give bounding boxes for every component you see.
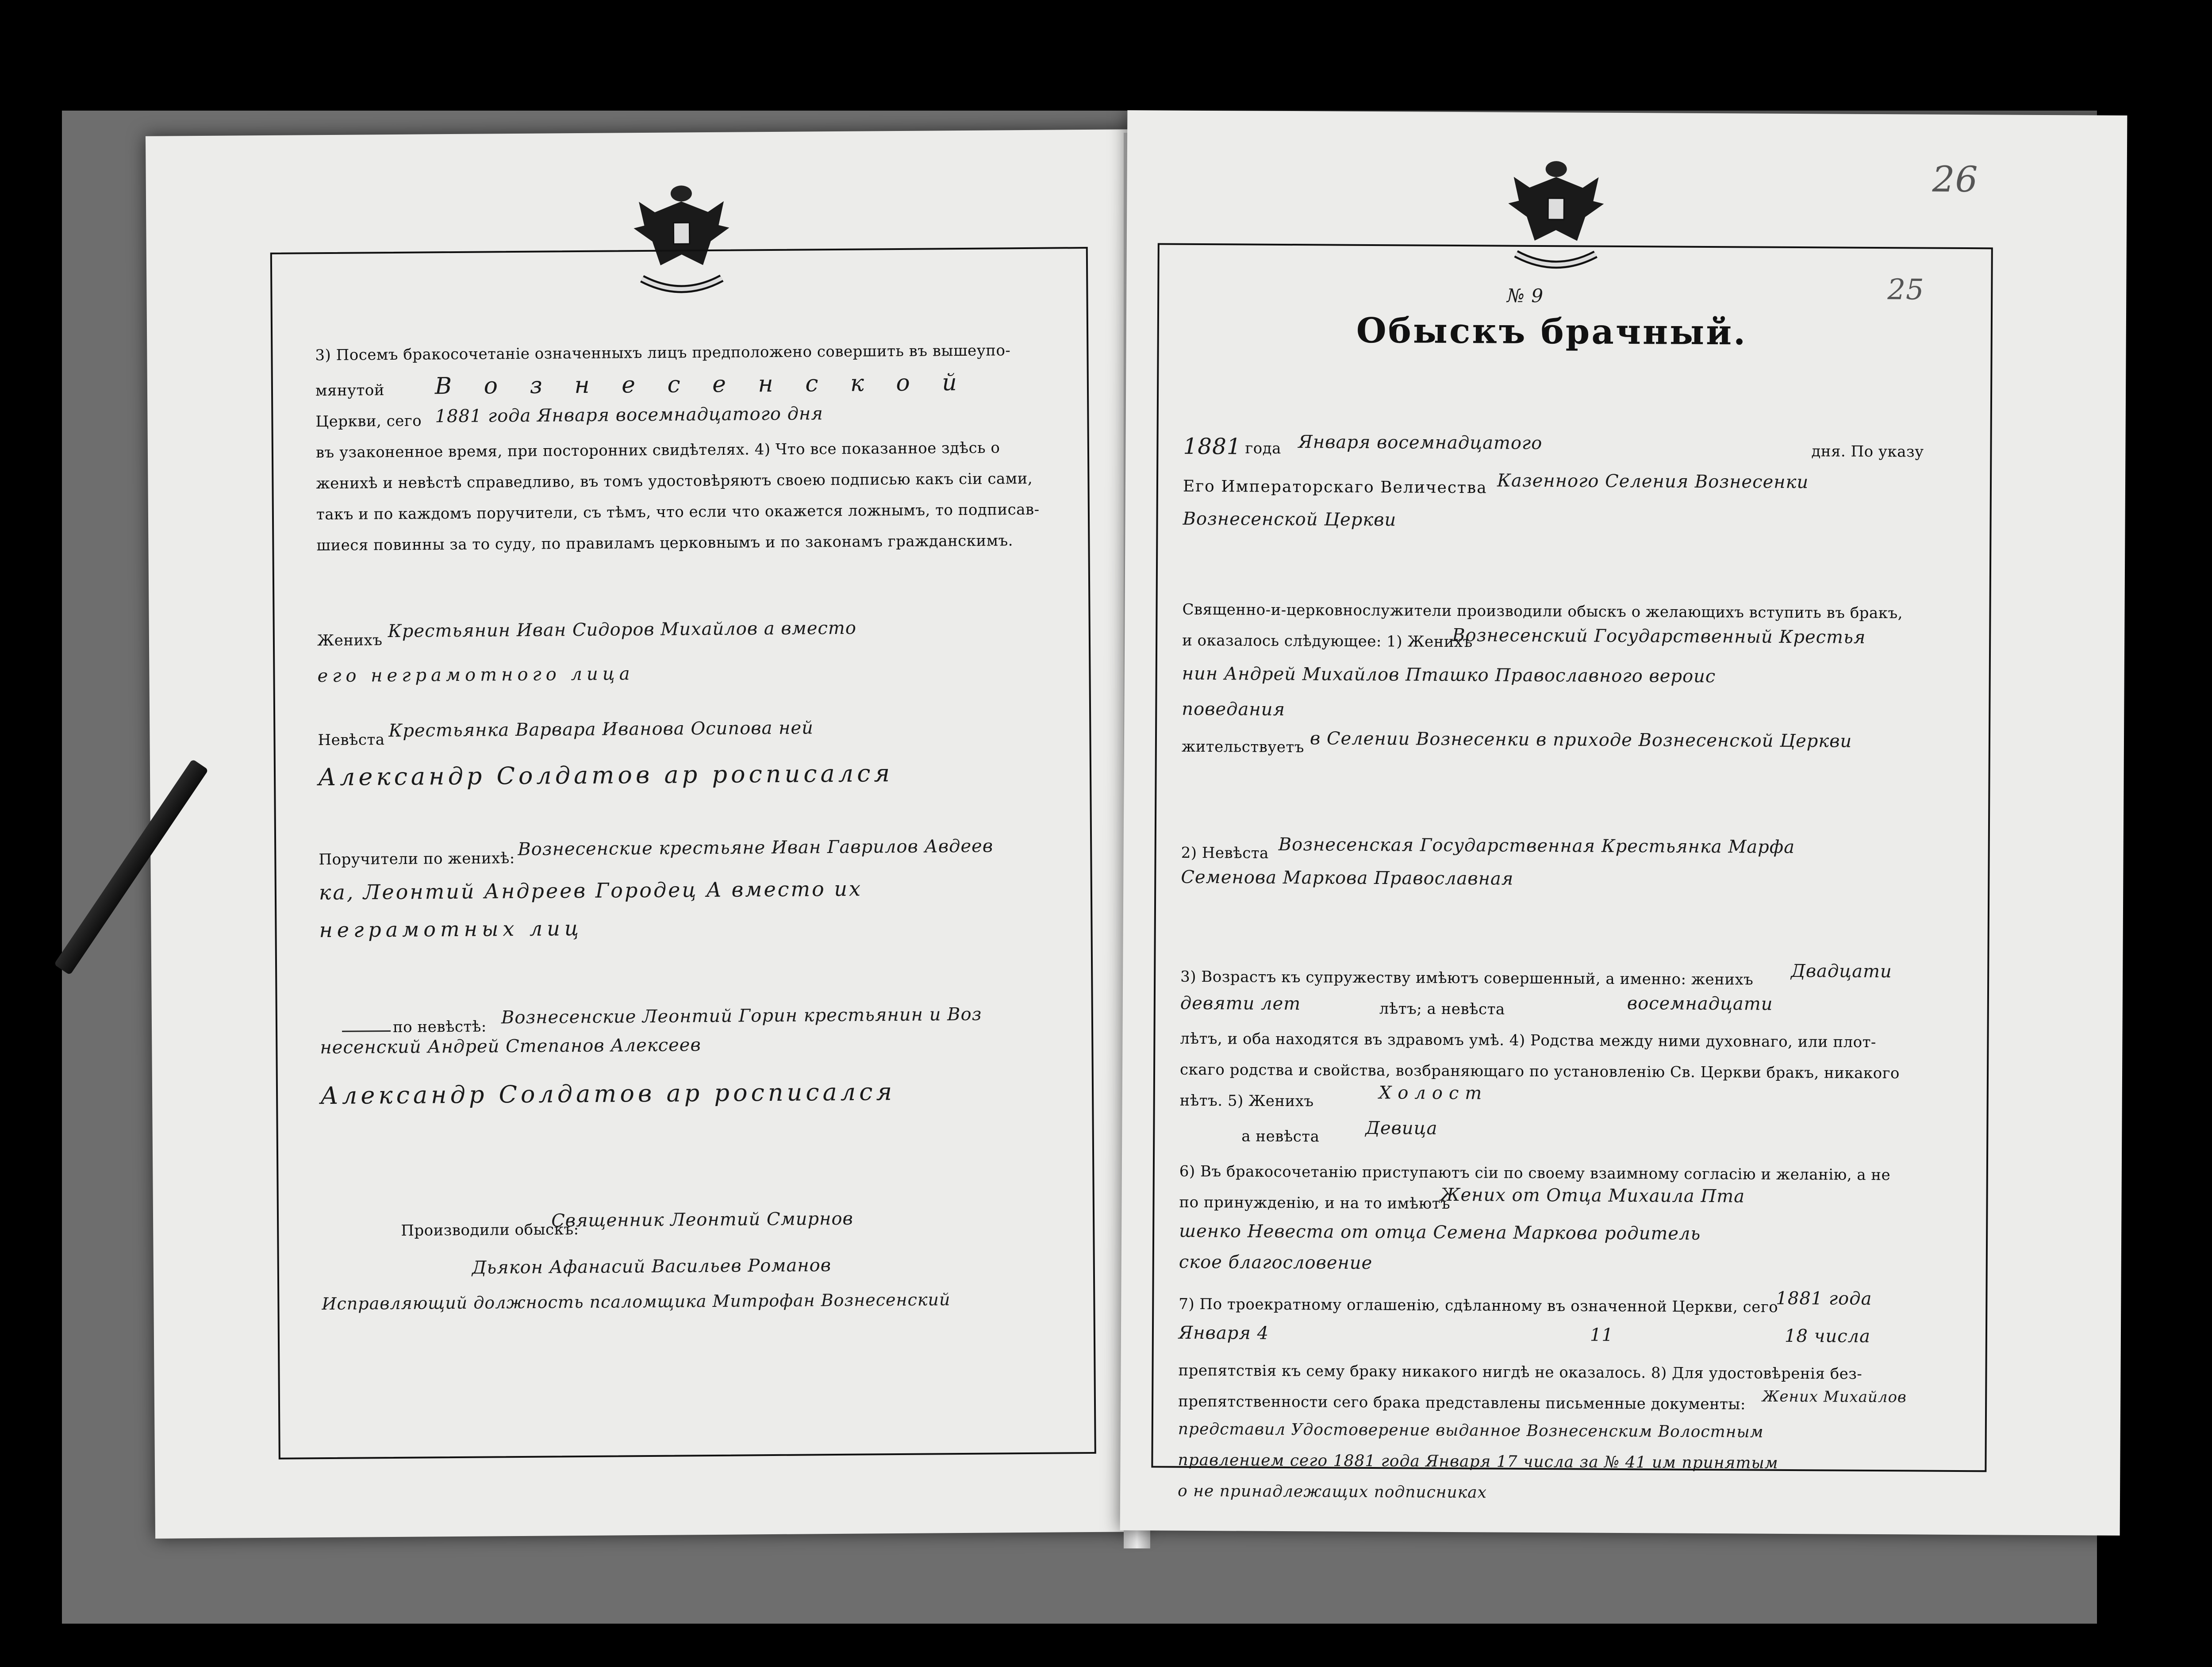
handwritten-entry: неграмотных лиц xyxy=(319,916,584,942)
label-bride-guarantors: по невѣстѣ: xyxy=(392,1018,487,1037)
handwritten-entry: Января 4 xyxy=(1178,1322,1269,1344)
handwritten-entry: 1881 года Января восемнадцатого дня xyxy=(435,403,823,427)
label-groom-guarantors: Поручители по женихѣ: xyxy=(319,849,515,869)
handwritten-entry: Холост xyxy=(1379,1083,1488,1104)
handwritten-signature: Дьякон Афанасий Васильев Романов xyxy=(472,1255,832,1278)
printed-line: и оказалось слѣдующее: 1) Женихъ xyxy=(1182,631,1473,651)
handwritten-entry: о не принадлежащих подписниках xyxy=(1177,1482,1487,1502)
handwritten-entry: Января восемнадцатого xyxy=(1298,432,1543,454)
left-page xyxy=(146,129,1146,1539)
handwritten-entry: Семенова Маркова Православная xyxy=(1181,867,1514,889)
label-groom: Женихъ xyxy=(317,631,383,650)
printed-line: шиеся повинны за то суду, по правиламъ церковнымъ и по законамъ гражданскимъ. xyxy=(316,532,1014,555)
handwritten-entry: Крестьянин Иван Сидоров Михайлов а вместо xyxy=(388,618,857,642)
printed-line: такъ и по каждомъ поручители, съ тѣмъ, что если что окажется ложнымъ, то подписав- xyxy=(316,500,1040,524)
printed-line: лѣтъ, и оба находятся въ здравомъ умѣ. 4) Родства между ними духовнаго, или плот- xyxy=(1180,1029,1877,1051)
handwritten-entry: ка, Леонтий Андреев Городец А вместо их xyxy=(319,876,863,905)
printed-line: 3) Посемъ бракосочетаніе означенныхъ лицъ предположено совершить въ вышеупо- xyxy=(315,342,1011,365)
handwritten-entry: восемнадцати xyxy=(1627,993,1773,1014)
printed-label: 2) Невѣста xyxy=(1181,844,1269,862)
handwritten-entry: Александр Солдатов ар росписался xyxy=(320,1078,896,1110)
handwritten-entry: В о з н е с е н с к о й xyxy=(434,369,969,400)
record-number: № 9 xyxy=(1507,284,1544,307)
handwritten-entry: 11 xyxy=(1590,1325,1613,1345)
handwritten-entry: Вознесенский Государственный Крестья xyxy=(1452,625,1866,648)
printed-line: Священно-и-церковнослужители производили обыскъ о желающихъ вступить въ бракъ, xyxy=(1182,600,1903,622)
label-bride: Невѣста xyxy=(318,731,385,749)
printed-label: года xyxy=(1245,439,1282,457)
handwritten-entry: Жених от Отца Михаила Пта xyxy=(1440,1184,1745,1207)
handwritten-entry: представил Удостоверение выданное Вознесенским Волостным xyxy=(1178,1420,1764,1441)
printed-label: лѣтъ; а невѣста xyxy=(1379,1000,1505,1018)
handwritten-entry: Вознесенская Государственная Крестьянка Марфа xyxy=(1278,834,1795,858)
handwritten-entry: несенский Андрей Степанов Алексеев xyxy=(320,1035,701,1058)
handwritten-entry: шенко Невеста от отца Семена Маркова родитель xyxy=(1179,1221,1701,1244)
printed-label: препятственности сего брака представлены письменные документы: xyxy=(1178,1392,1746,1413)
handwritten-entry: девяти лет xyxy=(1180,993,1301,1014)
printed-line: Его Императорскаго Величества xyxy=(1183,477,1487,497)
printed-label: нѣтъ. 5) Женихъ xyxy=(1179,1091,1314,1110)
handwritten-signature: Исправляющий должность псаломщика Митрофан Вознесенский xyxy=(322,1290,951,1314)
printed-label: а невѣста xyxy=(1241,1127,1320,1146)
handwritten-entry: Жених Михайлов xyxy=(1762,1387,1907,1406)
handwritten-signature: Священник Леонтий Смирнов xyxy=(551,1208,853,1231)
handwritten-entry: 1881 года xyxy=(1776,1288,1872,1309)
handwritten-entry: Крестьянка Варвара Иванова Осипова ней xyxy=(388,718,814,741)
handwritten-entry: Вознесенской Церкви xyxy=(1183,508,1397,530)
printed-label: дня. По указу xyxy=(1811,442,1924,461)
handwritten-entry: 18 числа xyxy=(1784,1325,1871,1347)
printed-line: Церкви, сего xyxy=(315,412,422,431)
handwritten-entry: его неграмотного лица xyxy=(317,664,634,687)
handwritten-entry: Александр Солдатов ар росписался xyxy=(318,759,894,791)
corner-mark: 25 xyxy=(1887,273,1924,307)
handwritten-entry: нин Андрей Михайлов Пташко Православного вероис xyxy=(1182,663,1716,687)
handwritten-entry: ское благословение xyxy=(1179,1252,1373,1274)
handwritten-entry: Девица xyxy=(1365,1118,1438,1139)
printed-line: препятствія къ сему браку никакого нигдѣ не оказалось. 8) Для удостовѣренія без- xyxy=(1178,1361,1863,1383)
label-conducted-by: Производили обыскъ: xyxy=(401,1221,579,1240)
right-page xyxy=(1120,110,2128,1536)
form-title: Обыскъ брачный. xyxy=(1356,310,1747,353)
handwritten-entry: поведания xyxy=(1182,699,1286,720)
printed-line: 7) По троекратному оглашенію, сдѣланному въ означенной Церкви, сего xyxy=(1179,1295,1778,1316)
printed-label: по принужденію, и на то имѣютъ xyxy=(1179,1193,1451,1213)
page-number: 26 xyxy=(1932,158,1978,200)
handwritten-entry: правлением сего 1881 года Января 17 числа за № 41 им принятым xyxy=(1178,1451,1778,1472)
handwritten-entry: Казенного Селения Вознесенки xyxy=(1497,470,1809,493)
printed-line: мянутой xyxy=(315,381,385,400)
printed-line: скаго родства и свойства, возбраняющаго по установленію Св. Церкви бракъ, никакого xyxy=(1179,1060,1900,1083)
right-form-frame xyxy=(1151,243,1993,1472)
printed-line: въ узаконенное время, при посторонних свидѣтелях. 4) Что все показанное здѣсь о xyxy=(315,439,1000,462)
handwritten-entry: Вознесенские Леонтий Горин крестьянин и Воз xyxy=(501,1004,982,1028)
handwritten-entry: Двадцати xyxy=(1791,960,1892,982)
handwritten-entry: в Селении Вознесенки в приходе Вознесенской Церкви xyxy=(1310,728,1852,752)
handwritten-entry: Вознесенские крестьяне Иван Гаврилов Авдеев xyxy=(518,836,994,860)
handwritten-year: 1881 xyxy=(1183,433,1241,460)
printed-line: 6) Въ бракосочетанію приступаютъ сіи по своему взаимному согласію и желанію, а не xyxy=(1179,1162,1891,1184)
printed-label: жительствуетъ xyxy=(1181,737,1305,757)
printed-line: 3) Возрастъ къ супружеству имѣютъ совершенный, а именно: женихъ xyxy=(1180,968,1754,989)
printed-line: женихѣ и невѣстѣ справедливо, въ томъ удостовѣряютъ своею подписью какъ сіи сами, xyxy=(316,469,1033,493)
